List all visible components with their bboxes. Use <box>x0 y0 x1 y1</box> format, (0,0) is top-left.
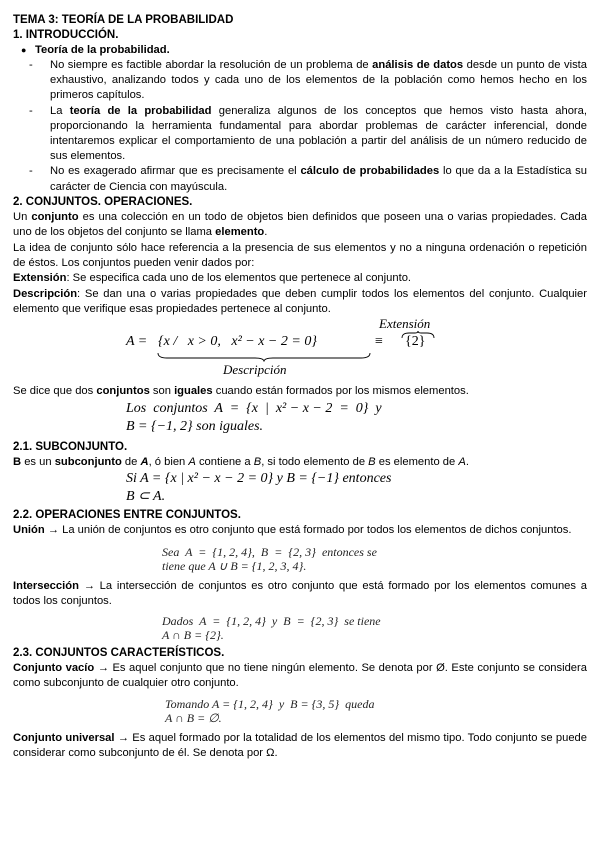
empty-set-line-2: A ∩ B = ∅. <box>165 710 222 725</box>
equal-sets-definition: Se dice que dos conjuntos son iguales cuando están formados por los mismos elementos. <box>13 384 469 397</box>
section-2-1-heading: 2.1. SUBCONJUNTO. <box>13 441 128 454</box>
union-line-2: tiene que A ∪ B = {1, 2, 3, 4}. <box>162 558 307 573</box>
equal-sets-line-1: Los conjuntos A = {x | x² − x − 2 = 0} y <box>126 401 382 417</box>
union-definition: Unión → La unión de conjuntos es otro conjunto que está formado por todos los elementos de dichos conjuntos. <box>13 524 572 537</box>
section-2-heading: 2. CONJUNTOS. OPERACIONES. <box>13 195 193 208</box>
bullet-list <box>13 43 587 58</box>
intersection-line-2: A ∩ B = {2}. <box>162 627 224 642</box>
empty-set-definition: Conjunto vacío → Es aquel conjunto que no tiene ningún elemento. Se denota por Ø. Este conjunto se considera como subconjunto de cualquier otro conjunto. <box>13 661 587 690</box>
dash-item-2: - La teoría de la probabilidad generaliza algunos de los conceptos que hemos visto hasta ahora, proporcionando la herramienta fundamental para abordar problemas de carácter inferencial, donde intentaremos explicar el comportamiento de una población a partir del análisis de un número reducido de sus elementos. <box>50 104 587 165</box>
equivalence-sign: ≡ <box>375 333 383 349</box>
descripcion-definition: Descripción: Se dan una o varias propiedades que deben cumplir todos los elementos del conjunto. Cualquier elemento que verifique esas propiedades pertenece al conjunto. <box>13 287 587 316</box>
set-a-extension: {2} <box>405 333 426 349</box>
underbrace <box>157 352 371 362</box>
set-a-lhs: A = <box>126 333 148 349</box>
dash-list <box>13 58 587 195</box>
document-page <box>13 13 587 761</box>
document-title: TEMA 3: TEORÍA DE LA PROBABILIDAD <box>13 14 234 26</box>
empty-set-example <box>13 692 587 731</box>
empty-set-line-1: Tomando A = {1, 2, 4} y B = {3, 5} queda <box>165 696 375 711</box>
subset-line-2: B ⊂ A. <box>126 489 166 505</box>
universal-set-definition: Conjunto universal → Es aquel formado por la totalidad de los elementos del mismo tipo. Todo conjunto se puede considerar como subconjunto de él. Se denota por Ω. <box>13 731 588 759</box>
intersection-example <box>13 610 587 646</box>
section-2-3-heading: 2.3. CONJUNTOS CARACTERÍSTICOS. <box>13 646 225 659</box>
dash-item-3: - No es exagerado afirmar que es precisamente el cálculo de probabilidades lo que da a la Estadística su carácter de Ciencia con mayúscula. <box>50 164 587 194</box>
subset-example <box>13 470 587 506</box>
equal-sets-line-2: B = {−1, 2} son iguales. <box>126 419 264 435</box>
bullet-item: ● Teoría de la probabilidad. <box>35 43 587 58</box>
subset-line-1: Si A = {x | x² − x − 2 = 0} y B = {−1} entonces <box>126 471 392 487</box>
intersection-line-1: Dados A = {1, 2, 4} y B = {2, 3} se tiene <box>162 613 381 628</box>
section-1-heading: 1. INTRODUCCIÓN. <box>13 29 119 41</box>
description-label: Descripción <box>223 361 287 377</box>
equal-sets-example <box>13 399 587 436</box>
set-definition-equation <box>13 315 587 384</box>
extension-definition: Extensión: Se especifica cada uno de los elementos que pertenece al conjunto. <box>13 272 412 285</box>
subconjunto-definition: B es un subconjunto de A, ó bien A contiene a B, si todo elemento de B es elemento de A. <box>13 456 469 469</box>
conjunto-idea: La idea de conjunto sólo hace referencia a la presencia de sus elementos y no a ninguna ordenación o repetición de éstos. Los conjuntos pueden venir dados por: <box>13 241 587 270</box>
section-2-2-heading: 2.2. OPERACIONES ENTRE CONJUNTOS. <box>13 509 241 522</box>
conjunto-definition: Un conjunto es una colección en un todo de objetos bien definidos que poseen una o varias propiedades. Cada uno de los objetos del conjunto se llama elemento. <box>13 210 587 239</box>
union-example <box>13 539 587 579</box>
extension-label: Extensión <box>379 315 431 331</box>
set-a-description: {x / x > 0, x² − x − 2 = 0} <box>158 333 317 349</box>
intersection-definition: Intersección → La intersección de conjuntos es otro conjunto que está formado por los elementos comunes a todos los conjuntos. <box>13 579 587 608</box>
union-line-1: Sea A = {1, 2, 4}, B = {2, 3} entonces se <box>162 544 377 559</box>
dash-item-1: - No siempre es factible abordar la resolución de un problema de análisis de datos desde un punto de vista exhaustivo, analizando todos y cada uno de los elementos de la población como hemos hecho en los primeros capítulos. <box>50 58 587 104</box>
